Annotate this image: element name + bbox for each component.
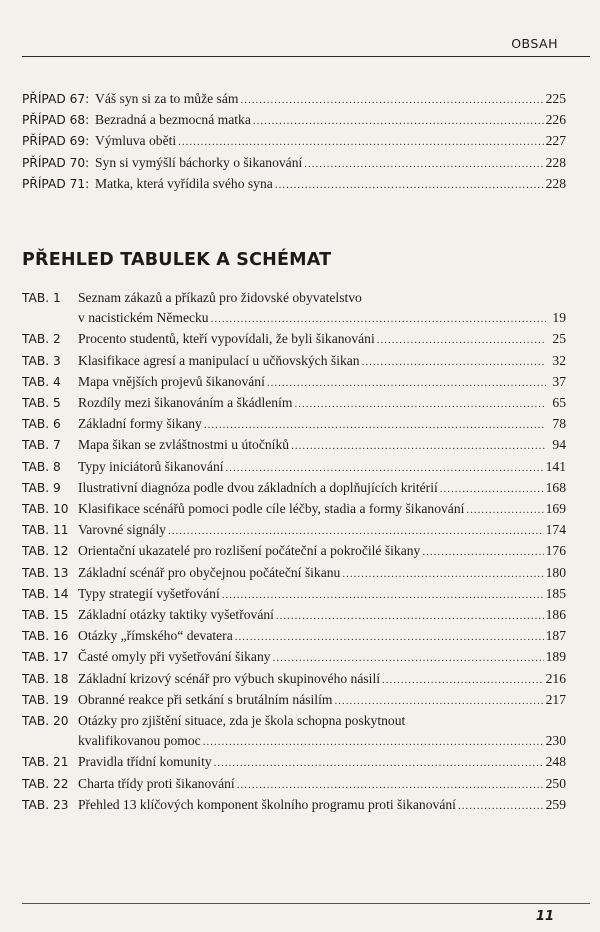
table-entry	[22, 414, 566, 435]
entry-label: TAB. 20	[22, 714, 69, 729]
entry-page: 174	[545, 522, 566, 538]
entry-title: Přehled 13 klíčových komponent školního programu proti šikanování	[78, 796, 456, 812]
table-entry	[22, 457, 566, 478]
dot-leader	[211, 309, 546, 329]
entry-label: TAB. 23	[22, 797, 69, 812]
entry-title: Výmluva oběti	[95, 133, 177, 149]
entry-title: Procento studentů, kteří vypovídali, že byli šikanováni	[78, 331, 375, 347]
dot-leader	[222, 585, 544, 605]
entry-title: Bezradná a bezmocná matka	[95, 112, 251, 128]
entry-title: Typy strategií vyšetřování	[78, 585, 220, 601]
entry-label: TAB. 2	[22, 332, 61, 347]
entry-title: Základní krizový scénář pro výbuch skupinového násilí	[78, 670, 381, 686]
entry-label: TAB. 10	[22, 502, 69, 517]
entry-label: PŘÍPAD 70:	[22, 155, 90, 170]
dot-leader	[304, 154, 543, 174]
table-entry	[22, 774, 566, 795]
entry-page: 217	[545, 691, 566, 707]
dot-leader	[334, 691, 543, 711]
dot-leader	[382, 670, 544, 690]
entry-page: 250	[545, 775, 566, 791]
running-head: OBSAH	[511, 36, 558, 51]
entry-page: 189	[545, 649, 566, 665]
dot-leader	[291, 436, 546, 456]
table-entry	[22, 499, 566, 520]
entry-title: Základní scénář pro obyčejnou počáteční šikanu	[78, 564, 341, 580]
entry-title: Ilustrativní diagnóza podle dvou základních a doplňujících kritérií	[78, 479, 438, 495]
dot-leader	[203, 732, 544, 752]
table-entry	[22, 647, 566, 668]
entry-title: Rozdíly mezi šikanováním a škádlením	[78, 395, 293, 411]
dot-leader	[168, 521, 544, 541]
entry-label: TAB. 11	[22, 523, 69, 538]
entry-page: 169	[545, 501, 566, 517]
dot-leader	[466, 500, 543, 520]
header-rule	[22, 56, 590, 57]
entry-label: TAB. 21	[22, 755, 69, 770]
entry-page: 228	[545, 154, 566, 170]
entry-label: PŘÍPAD 69:	[22, 134, 90, 149]
entry-label: TAB. 18	[22, 671, 69, 686]
entry-label: TAB. 19	[22, 692, 69, 707]
table-entry	[22, 584, 566, 605]
entry-title: Varovné signály	[78, 522, 166, 538]
entry-label: TAB. 4	[22, 374, 61, 389]
table-entry	[22, 288, 566, 329]
entry-title: Typy iniciátorů šikanování	[78, 458, 224, 474]
entry-label: PŘÍPAD 71:	[22, 176, 90, 191]
entry-title: Otázky pro zjištění situace, zda je škola schopna poskytnout	[78, 713, 406, 729]
table-entry	[22, 690, 566, 711]
entry-title: Charta třídy proti šikanování	[78, 775, 235, 791]
case-entry	[22, 153, 566, 174]
entry-label: TAB. 12	[22, 544, 69, 559]
entry-title-continued: v nacistickém Německu	[78, 310, 209, 326]
dot-leader	[377, 330, 546, 350]
table-entry	[22, 795, 566, 816]
entry-page: 32	[552, 352, 566, 368]
entry-title: Matka, která vyřídila svého syna	[95, 175, 273, 191]
entry-title: Orientační ukazatelé pro rozlišení počáteční a pokročilé šikany	[78, 543, 421, 559]
entry-label: TAB. 5	[22, 396, 61, 411]
entry-page: 226	[545, 112, 566, 128]
entry-title: Mapa šikan se zvláštnostmi u útočníků	[78, 437, 290, 453]
dot-leader	[362, 352, 546, 372]
page-number: 11	[535, 909, 554, 924]
entry-title: Váš syn si za to může sám	[95, 91, 239, 106]
case-list	[22, 89, 566, 195]
entry-page: 180	[545, 564, 566, 580]
table-entry	[22, 372, 566, 393]
entry-page: 185	[545, 585, 566, 601]
entry-label: TAB. 16	[22, 629, 69, 644]
section-title: PŘEHLED TABULEK A SCHÉMAT	[22, 250, 332, 270]
dot-leader	[440, 479, 544, 499]
case-entry	[22, 89, 566, 110]
entry-label: TAB. 13	[22, 565, 69, 580]
entry-label: TAB. 6	[22, 417, 61, 432]
table-entry	[22, 329, 566, 350]
entry-page: 259	[545, 796, 566, 812]
dot-leader	[240, 90, 543, 110]
entry-title: Seznam zákazů a příkazů pro židovské obyvatelstvo	[78, 290, 362, 305]
entry-page: 230	[545, 733, 566, 749]
entry-page: 94	[552, 437, 566, 453]
entry-title: Klasifikace agresí a manipulací u učňovských šikan	[78, 352, 360, 368]
table-entry	[22, 541, 566, 562]
dot-leader	[276, 606, 544, 626]
dot-leader	[342, 564, 543, 584]
entry-label: TAB. 9	[22, 480, 61, 495]
entry-title: Syn si vymýšlí báchorky o šikanování	[95, 154, 303, 170]
table-list	[22, 288, 566, 816]
table-entry	[22, 563, 566, 584]
entry-page: 227	[545, 133, 566, 149]
entry-page: 141	[545, 458, 566, 474]
footer-rule	[22, 903, 590, 904]
entry-page: 78	[552, 416, 566, 432]
entry-page: 225	[545, 91, 566, 106]
table-entry	[22, 626, 566, 647]
entry-title: Základní formy šikany	[78, 416, 202, 432]
entry-label: PŘÍPAD 68:	[22, 113, 90, 128]
dot-leader	[458, 796, 544, 816]
entry-label: TAB. 15	[22, 608, 69, 623]
entry-page: 19	[552, 310, 566, 326]
entry-page: 186	[545, 607, 566, 623]
table-entry	[22, 605, 566, 626]
dot-leader	[267, 373, 546, 393]
dot-leader	[275, 175, 544, 195]
entry-page: 168	[545, 479, 566, 495]
entry-page: 248	[545, 754, 566, 770]
entry-label: TAB. 3	[22, 353, 61, 368]
entry-label: TAB. 8	[22, 459, 61, 474]
table-entry	[22, 520, 566, 541]
table-entry	[22, 393, 566, 414]
entry-title: Základní otázky taktiky vyšetřování	[78, 607, 274, 623]
case-entry	[22, 110, 566, 131]
dot-leader	[235, 627, 544, 647]
entry-label: PŘÍPAD 67:	[22, 92, 90, 106]
entry-page: 176	[545, 543, 566, 559]
entry-label: TAB. 1	[22, 291, 61, 305]
entry-title: Obranné reakce při setkání s brutálním násilím	[78, 691, 333, 707]
table-entry	[22, 752, 566, 773]
entry-title: Klasifikace scénářů pomoci podle cíle léčby, stadia a formy šikanování	[78, 501, 465, 517]
case-entry	[22, 174, 566, 195]
table-entry	[22, 669, 566, 690]
entry-page: 228	[545, 175, 566, 191]
entry-page: 37	[552, 373, 566, 389]
entry-page: 65	[552, 395, 566, 411]
entry-title: Pravidla třídní komunity	[78, 754, 212, 770]
dot-leader	[204, 415, 546, 435]
entry-label: TAB. 7	[22, 438, 61, 453]
entry-label: TAB. 14	[22, 586, 69, 601]
entry-title: Mapa vnějších projevů šikanování	[78, 373, 265, 389]
entry-page: 25	[552, 331, 566, 347]
entry-title: Časté omyly při vyšetřování šikany	[78, 649, 271, 665]
dot-leader	[226, 458, 544, 478]
table-entry	[22, 351, 566, 372]
dot-leader	[294, 394, 546, 414]
table-entry	[22, 435, 566, 456]
dot-leader	[237, 775, 544, 795]
dot-leader	[422, 542, 543, 562]
dot-leader	[253, 111, 544, 131]
dot-leader	[273, 648, 544, 668]
entry-title: Otázky „římského“ devatera	[78, 628, 233, 644]
entry-title-continued: kvalifikovanou pomoc	[78, 733, 201, 749]
case-entry	[22, 131, 566, 152]
dot-leader	[178, 132, 543, 152]
table-entry	[22, 478, 566, 499]
table-entry	[22, 711, 566, 752]
entry-page: 216	[545, 670, 566, 686]
entry-label: TAB. 22	[22, 776, 69, 791]
entry-label: TAB. 17	[22, 650, 69, 665]
entry-page: 187	[545, 628, 566, 644]
dot-leader	[214, 753, 544, 773]
